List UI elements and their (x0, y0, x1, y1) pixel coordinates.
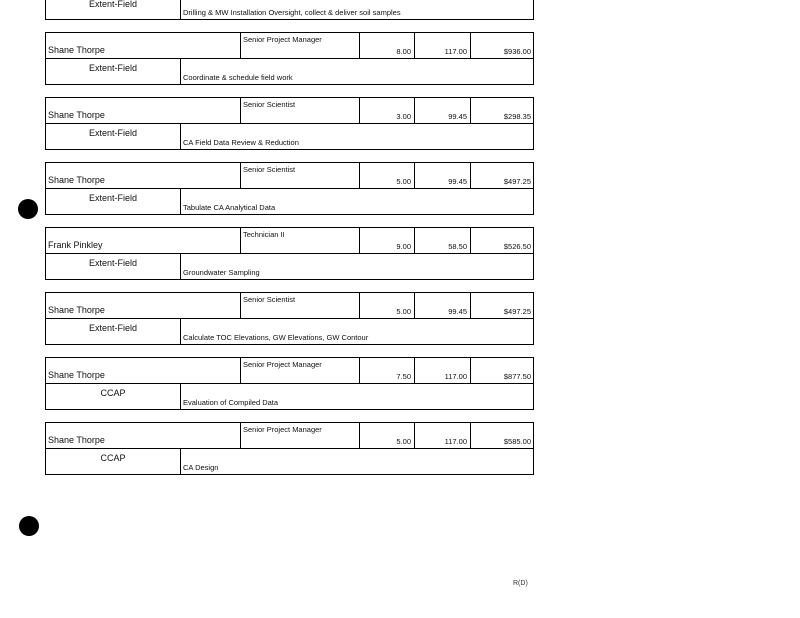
top-row (45, 0, 534, 20)
job-title: Senior Project Manager (243, 425, 322, 434)
employee-name: Frank Pinkley (48, 240, 103, 250)
hours: 8.00 (396, 46, 411, 56)
amount-cell (470, 358, 534, 383)
amount-cell (470, 163, 534, 188)
category-cell (46, 59, 180, 84)
category-text: Extent-Field (88, 0, 138, 9)
amount: $526.50 (503, 241, 531, 251)
amount: $585.00 (503, 436, 531, 446)
description-text: Evaluation of Compiled Data (183, 397, 279, 407)
description-cell (180, 384, 533, 409)
entry-main-row (45, 32, 534, 59)
rate-cell (414, 163, 470, 188)
employee-name: Shane Thorpe (48, 435, 105, 445)
job-title-cell (240, 358, 359, 383)
category-text: Extent-Field (88, 63, 138, 73)
entry-detail-row (45, 253, 534, 280)
amount-cell (470, 423, 534, 448)
entry-main-row (45, 292, 534, 319)
entry (45, 32, 533, 85)
amount-cell (470, 33, 534, 58)
category-cell (46, 384, 180, 409)
category-cell (46, 189, 180, 214)
rate-cell (414, 293, 470, 318)
employee-name: Shane Thorpe (48, 110, 105, 120)
entry-detail-row (45, 123, 534, 150)
description-cell (180, 319, 533, 344)
hours: 3.00 (396, 111, 411, 121)
amount: $298.35 (503, 111, 531, 121)
rate-cell (414, 423, 470, 448)
description-text: Tabulate CA Analytical Data (183, 202, 276, 212)
category-text: CCAP (100, 388, 126, 398)
employee-name-cell (48, 33, 238, 58)
entry-detail-row (45, 318, 534, 345)
job-title: Senior Scientist (243, 295, 296, 304)
hours-cell (359, 98, 414, 123)
hours-cell (359, 358, 414, 383)
entry (45, 422, 533, 475)
category-cell (46, 254, 180, 279)
rate: 117.00 (444, 46, 467, 56)
amount: $936.00 (503, 46, 531, 56)
category-text: CCAP (100, 453, 126, 463)
employee-name: Shane Thorpe (48, 45, 105, 55)
hours-cell (359, 33, 414, 58)
hours: 5.00 (396, 436, 411, 446)
description-cell (180, 124, 533, 149)
employee-name: Shane Thorpe (48, 370, 105, 380)
job-title-cell (240, 98, 359, 123)
hours: 9.00 (396, 241, 411, 251)
entry (45, 97, 533, 150)
entry (45, 292, 533, 345)
job-title: Technician II (243, 230, 285, 239)
hours-cell (359, 423, 414, 448)
entry-main-row (45, 162, 534, 189)
description-text: Groundwater Sampling (183, 267, 260, 277)
job-title-cell (240, 33, 359, 58)
amount-cell (470, 98, 534, 123)
entry (45, 357, 533, 410)
hours-cell (359, 163, 414, 188)
category-cell (46, 319, 180, 344)
employee-name-cell (48, 228, 238, 253)
entry-detail-row (45, 188, 534, 215)
hours: 5.00 (396, 176, 411, 186)
description-cell (180, 189, 533, 214)
rate-cell (414, 98, 470, 123)
job-title: Senior Project Manager (243, 35, 322, 44)
category-cell (46, 449, 180, 474)
description-text: CA Field Data Review & Reduction (183, 137, 299, 147)
entry-detail-row (45, 448, 534, 475)
description-cell (180, 449, 533, 474)
rate-cell (414, 33, 470, 58)
description-text: Drilling & MW Installation Oversight, collect & deliver soil samples (183, 7, 401, 17)
employee-name-cell (48, 358, 238, 383)
entry-main-row (45, 357, 534, 384)
hole-punch-mark (18, 199, 38, 219)
job-title-cell (240, 163, 359, 188)
description-cell (180, 59, 533, 84)
hours-cell (359, 228, 414, 253)
category-cell (46, 0, 180, 19)
entry-main-row (45, 422, 534, 449)
job-title-cell (240, 228, 359, 253)
entry (45, 227, 533, 280)
page-mark: R(D) (513, 580, 528, 587)
hole-punch-mark (19, 516, 39, 536)
employee-name-cell (48, 163, 238, 188)
amount-cell (470, 228, 534, 253)
description-cell (180, 254, 533, 279)
job-title: Senior Scientist (243, 100, 296, 109)
job-title-cell (240, 293, 359, 318)
rate-cell (414, 358, 470, 383)
entry-main-row (45, 227, 534, 254)
category-text: Extent-Field (88, 128, 138, 138)
entry-detail-row (45, 383, 534, 410)
hours: 5.00 (396, 306, 411, 316)
job-title: Senior Scientist (243, 165, 296, 174)
job-title: Senior Project Manager (243, 360, 322, 369)
rate: 117.00 (444, 371, 467, 381)
description-text: Calculate TOC Elevations, GW Elevations, GW Contour (183, 332, 369, 342)
rate: 99.45 (448, 111, 467, 121)
amount-cell (470, 293, 534, 318)
employee-name-cell (48, 423, 238, 448)
rate-cell (414, 228, 470, 253)
category-text: Extent-Field (88, 193, 138, 203)
category-text: Extent-Field (88, 323, 138, 333)
employee-name-cell (48, 98, 238, 123)
rate: 99.45 (448, 306, 467, 316)
category-text: Extent-Field (88, 258, 138, 268)
employee-name: Shane Thorpe (48, 175, 105, 185)
entry-main-row (45, 97, 534, 124)
amount: $497.25 (503, 306, 531, 316)
description-text: Coordinate & schedule field work (183, 72, 293, 82)
description-text: CA Design (183, 462, 219, 472)
amount: $877.50 (503, 371, 531, 381)
entry-detail-row (45, 58, 534, 85)
employee-name: Shane Thorpe (48, 305, 105, 315)
hours-cell (359, 293, 414, 318)
description-cell (180, 0, 533, 19)
job-title-cell (240, 423, 359, 448)
entry (45, 162, 533, 215)
amount: $497.25 (503, 176, 531, 186)
employee-name-cell (48, 293, 238, 318)
category-cell (46, 124, 180, 149)
rate: 99.45 (448, 176, 467, 186)
hours: 7.50 (396, 371, 411, 381)
rate: 117.00 (444, 436, 467, 446)
rate: 58.50 (448, 241, 467, 251)
